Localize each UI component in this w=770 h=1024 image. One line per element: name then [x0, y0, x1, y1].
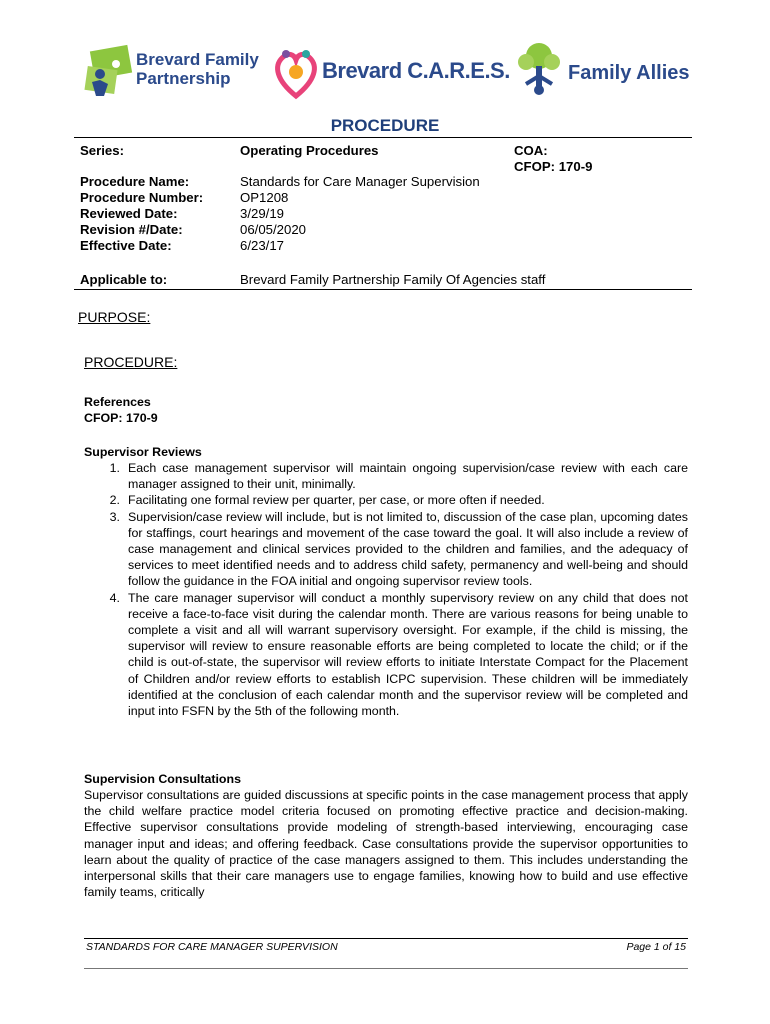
list-item-number: 1.	[109, 461, 120, 475]
references-heading: References	[84, 395, 151, 409]
coa-label: COA:	[514, 143, 548, 158]
references-item: CFOP: 170-9	[84, 411, 158, 425]
header-top-rule	[74, 137, 692, 138]
procedure-number-value: OP1208	[240, 190, 289, 205]
procedure-name-value: Standards for Care Manager Supervision	[240, 174, 480, 189]
family-tree-icon	[512, 40, 566, 102]
procedure-heading: PROCEDURE:	[84, 354, 178, 370]
revision-date-label: Revision #/Date:	[80, 222, 183, 237]
purpose-heading: PURPOSE:	[78, 309, 151, 325]
cares-logo-text: Brevard C.A.R.E.S.	[322, 58, 510, 83]
effective-date-value: 6/23/17	[240, 238, 284, 253]
list-item-text: The care manager supervisor will conduct a monthly supervisory review on any child that does not receive a face-to-face visit during the calendar month. There are various reasons for being unable to complete a visit and all will warrant supervisory oversight. For example, if the child is missing, the supervisor will review to ensure reasonable efforts are being completed to locate the child; or if the child is out-of-state, the supervisor will review efforts to initiate Interstate Compact for the Placement of Children and/or review efforts to establish ICPC supervision. These children will be immediately identified at the conclusion of each calendar month and the supervisor review will be completed and input into FSFN by the 5th of the following month.	[128, 590, 688, 719]
list-item-number: 3.	[109, 509, 120, 524]
series-label: Series:	[80, 143, 124, 158]
supervisor-reviews-heading: Supervisor Reviews	[84, 445, 202, 459]
supervisor-reviews-list	[84, 460, 688, 719]
footer-title: STANDARDS FOR CARE MANAGER SUPERVISION	[86, 941, 338, 953]
bfp-logo-line1: Brevard Family	[136, 50, 259, 69]
logo-bar	[84, 40, 694, 102]
cfop-label: CFOP: 170-9	[514, 159, 593, 174]
procedure-number-label: Procedure Number:	[80, 190, 204, 205]
list-item-text: Facilitating one formal review per quarter, per case, or more often if needed.	[128, 493, 545, 508]
cares-heart-icon	[272, 40, 320, 102]
list-item-number: 4.	[109, 590, 120, 605]
supervision-consultations-heading: Supervision Consultations	[84, 772, 241, 786]
footer-bottom-rule	[84, 968, 688, 969]
list-item	[84, 460, 688, 492]
bfp-emblem-icon	[84, 40, 134, 102]
family-allies-logo	[512, 40, 694, 102]
footer-rule	[84, 938, 688, 939]
revision-date-value: 06/05/2020	[240, 222, 307, 237]
list-item	[84, 509, 688, 590]
list-item-number: 2.	[109, 493, 120, 508]
family-allies-logo-text: Family Allies	[568, 62, 690, 84]
procedure-name-label: Procedure Name:	[80, 174, 190, 189]
list-item	[84, 590, 688, 720]
series-value: Operating Procedures	[240, 143, 379, 158]
brevard-family-partnership-logo	[84, 40, 264, 102]
bfp-logo-line2: Partnership	[136, 69, 231, 88]
page-number: Page 1 of 15	[626, 941, 686, 953]
list-item	[84, 492, 688, 508]
header-bottom-rule	[74, 289, 692, 290]
applicable-to-label: Applicable to:	[80, 272, 168, 287]
reviewed-date-label: Reviewed Date:	[80, 206, 178, 221]
reviewed-date-value: 3/29/19	[240, 206, 284, 221]
list-item-text: Each case management supervisor will maintain ongoing supervision/case review with each care manager assigned to their unit, minimally.	[128, 461, 688, 492]
supervision-consultations-text: Supervisor consultations are guided discussions at specific points in the case management process that apply the child welfare practice model criteria focused on promoting effective practice and decision-making. Effective supervisor consultations provide modeling of strength-based interviewing, encouraging case manager input and ideas; and offering feedback. Case consultations provide the supervisor opportunities to learn about the quality of practice of the case managers assigned to them. This includes understanding the interpersonal skills that their care managers use to engage families, knowing how to build and use effective family teams, critically	[84, 788, 688, 900]
applicable-to-value: Brevard Family Partnership Family Of Agencies staff	[240, 272, 546, 287]
brevard-cares-logo	[272, 40, 510, 102]
list-item-text: Supervision/case review will include, but is not limited to, discussion of the case plan, upcoming dates for staffings, court hearings and movement of the case toward the goal. It will also include a review of case management and clinical services provided to the children and families, and the adequacy of services to meet identified needs and to address child safety, permanency and well-being and should follow the guidance in the FOA initial and ongoing supervisor review tools.	[128, 509, 688, 589]
document-title: PROCEDURE	[330, 116, 440, 135]
effective-date-label: Effective Date:	[80, 238, 172, 253]
